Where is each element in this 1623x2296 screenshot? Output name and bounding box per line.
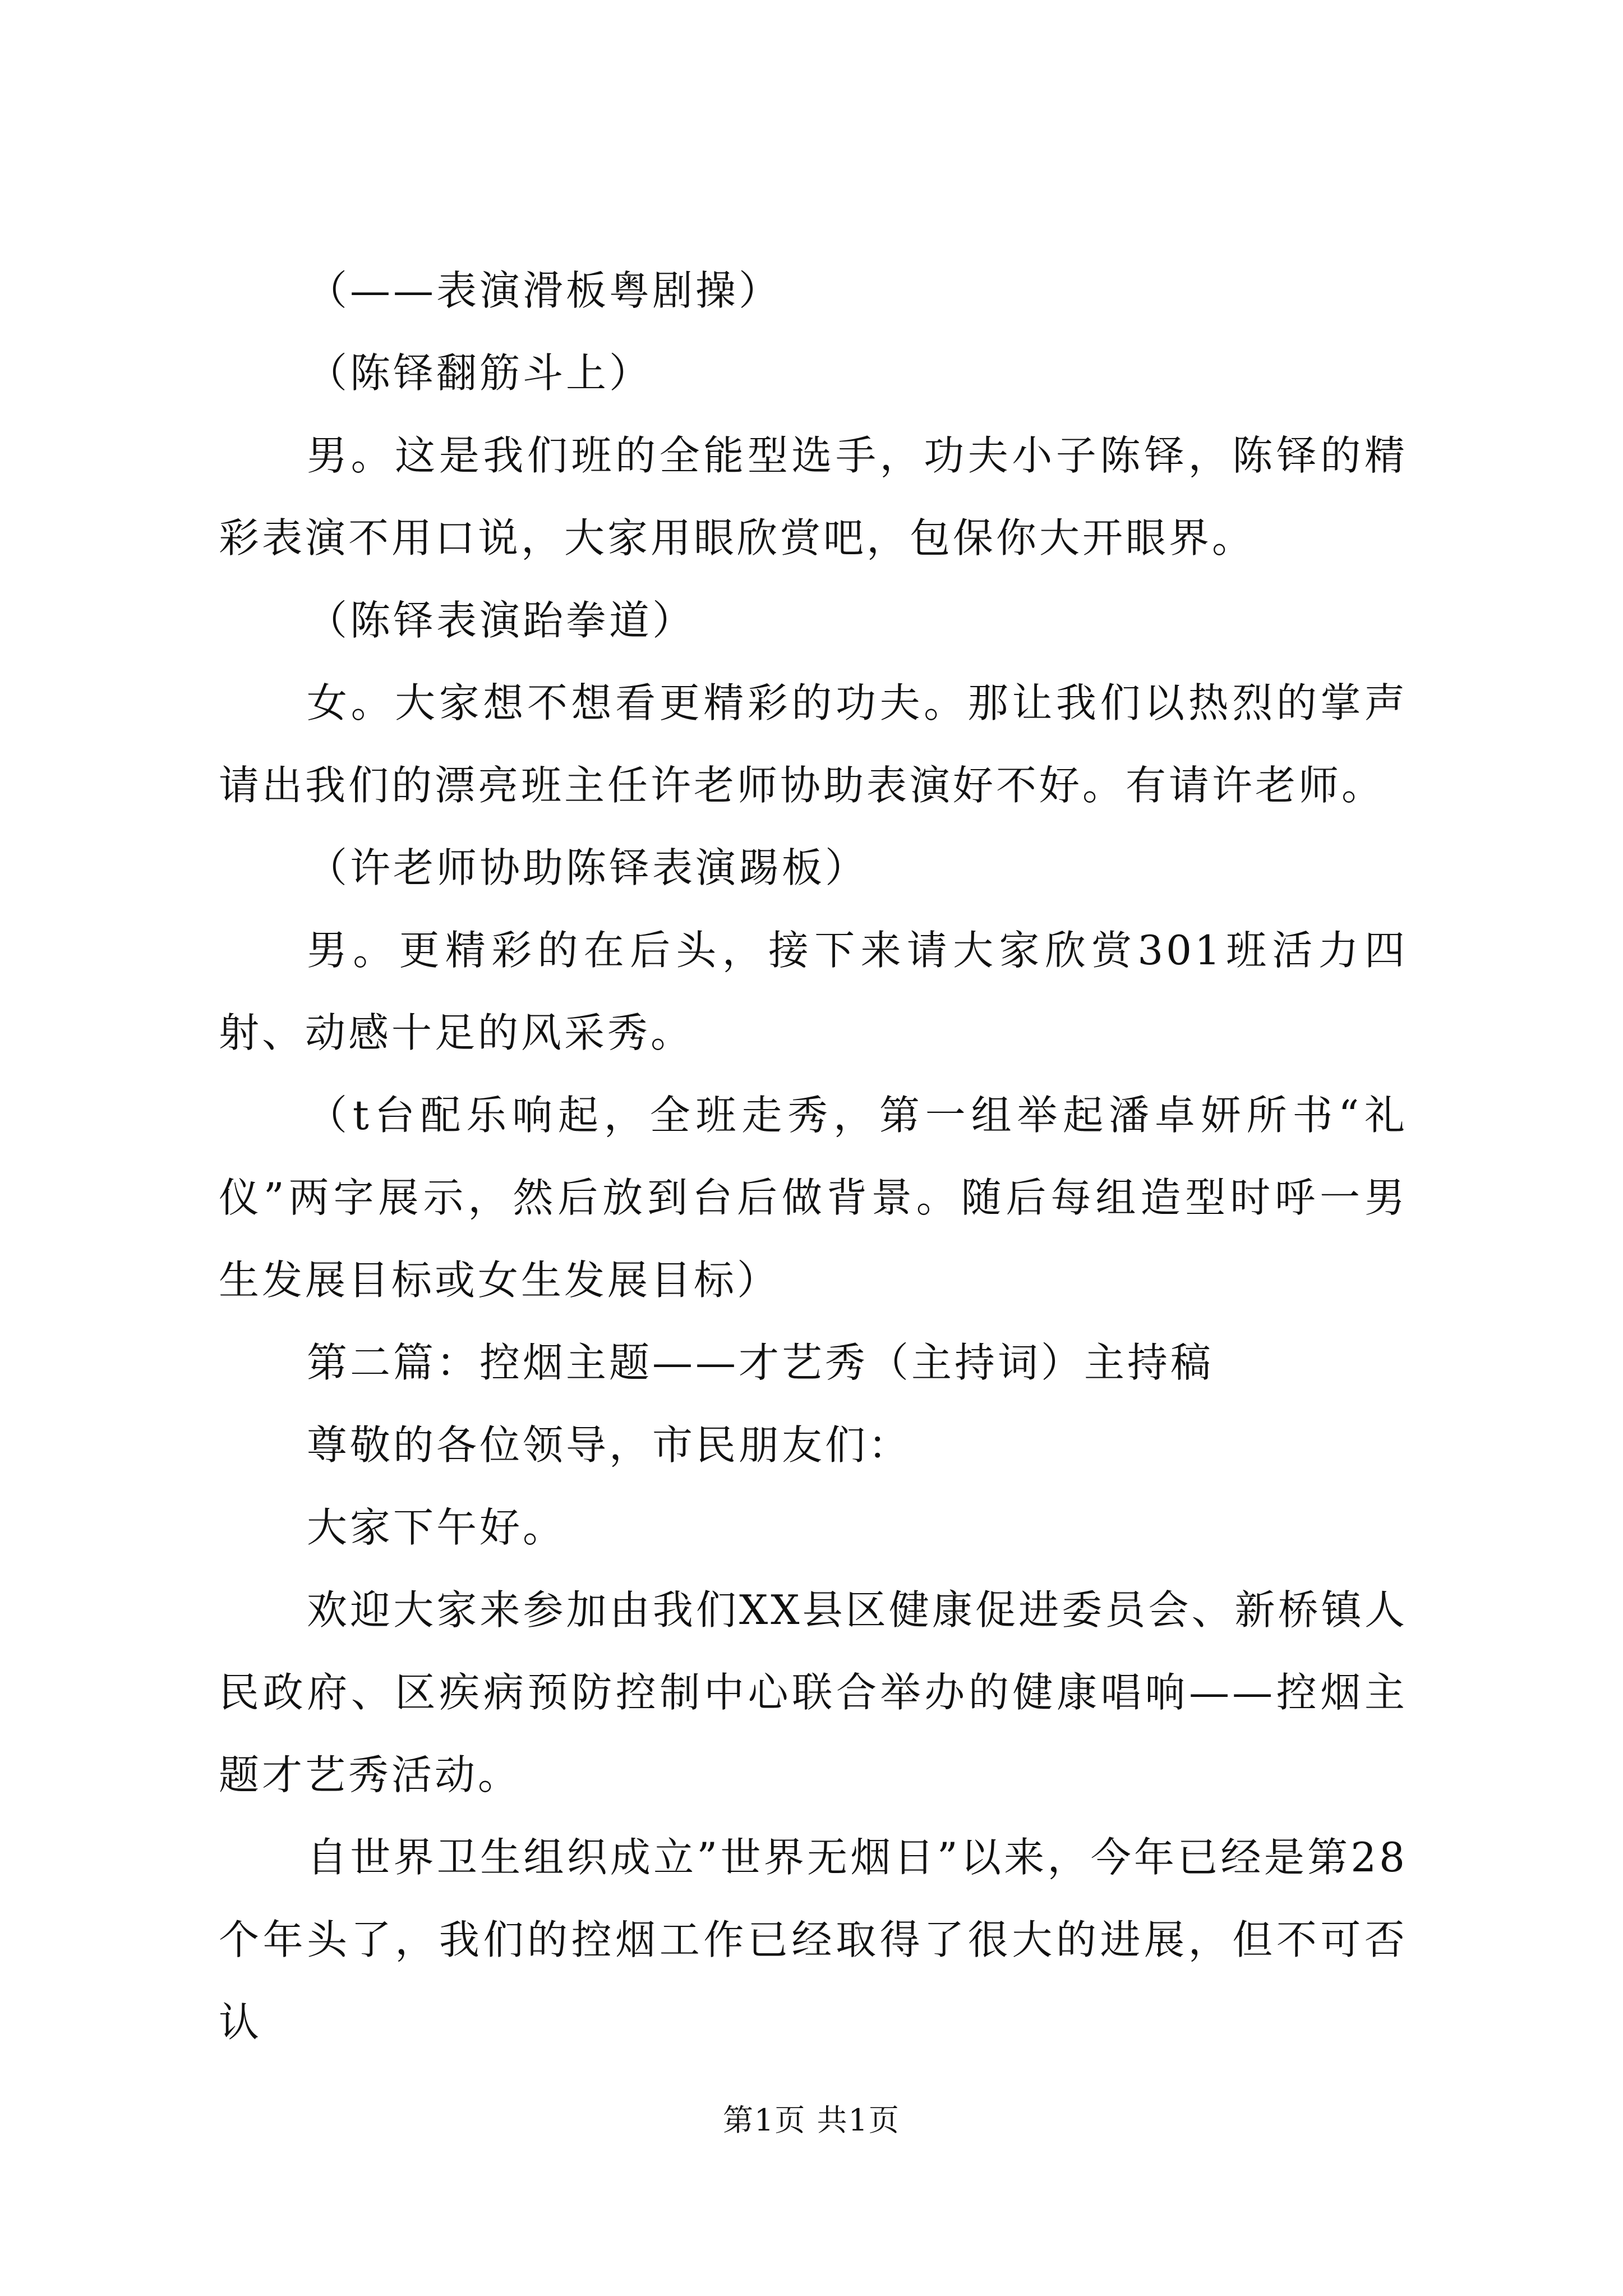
- stage-direction: （陈铎表演跆拳道）: [307, 597, 696, 644]
- dialogue-paragraph: 女。大家想不想看更精彩的功夫。那让我们以热烈的掌声请出我们的漂亮班主任许老师协助表演好不好。有请许老师。: [219, 679, 1408, 809]
- section-title: 第二篇：控烟主题——才艺秀（主持词）主持稿: [307, 1339, 1214, 1386]
- page-number-footer: 第1页 共1页: [723, 2102, 900, 2138]
- stage-direction: （——表演滑板粤剧操）: [307, 267, 782, 314]
- stage-direction: （陈铎翻筋斗上）: [307, 349, 653, 397]
- body-paragraph: 欢迎大家来参加由我们XX县区健康促进委员会、新桥镇人民政府、区疾病预防控制中心联合举办的健康唱响——控烟主题才艺秀活动。: [219, 1586, 1408, 1798]
- greeting-paragraph: 大家下午好。: [307, 1504, 566, 1551]
- stage-direction: （t台配乐响起，全班走秀，第一组举起潘卓妍所书“礼仪”两字展示，然后放到台后做背景。随后每组造型时呼一男生发展目标或女生发展目标）: [219, 1092, 1408, 1304]
- stage-direction: （许老师协助陈铎表演踢板）: [307, 844, 869, 891]
- dialogue-paragraph: 男。更精彩的在后头，接下来请大家欣赏301班活力四射、动感十足的风采秀。: [219, 927, 1408, 1056]
- document-body: [219, 250, 1408, 2064]
- body-paragraph: 自世界卫生组织成立”世界无烟日”以来，今年已经是第28个年头了，我们的控烟工作已经取得了很大的进展，但不可否认: [219, 1834, 1408, 2046]
- salutation-paragraph: 尊敬的各位领导，市民朋友们：: [307, 1421, 912, 1469]
- dialogue-paragraph: 男。这是我们班的全能型选手，功夫小子陈铎，陈铎的精彩表演不用口说，大家用眼欣赏吧，包保你大开眼界。: [219, 432, 1408, 562]
